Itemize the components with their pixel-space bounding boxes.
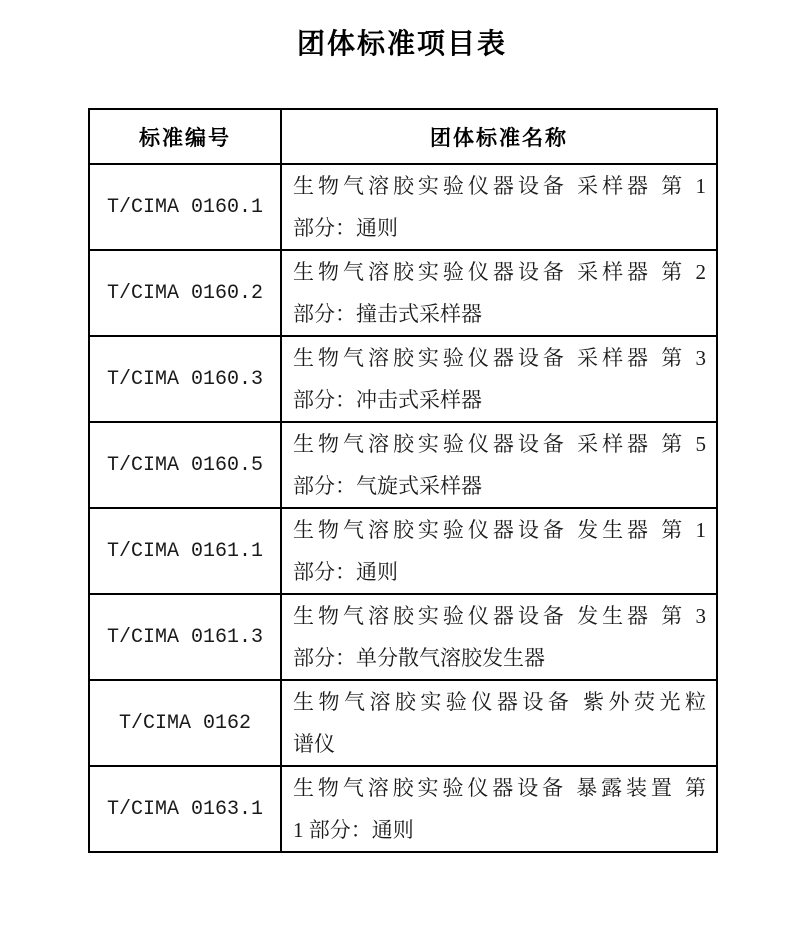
standard-name-line-1: 生物气溶胶实验仪器设备 采样器 第 3 [293,346,706,370]
standard-name-cell [281,594,717,680]
standard-name-line-2: 部分：撞击式采样器 [293,302,482,326]
standard-name-cell [281,508,717,594]
standard-name-cell [281,422,717,508]
table-row [89,766,717,852]
standard-name-line-1: 生物气溶胶实验仪器设备 发生器 第 3 [293,604,706,628]
document-page [88,27,716,853]
standard-name-cell [281,680,717,766]
table-row [89,508,717,594]
header-standard-name: 团体标准名称 [281,109,717,164]
standard-name-cell [281,336,717,422]
standard-name-line-1: 生物气溶胶实验仪器设备 采样器 第 2 [293,260,706,284]
standard-name-line-2: 谱仪 [293,732,335,756]
standard-code-cell: T/CIMA 0160.5 [89,422,281,508]
standard-name-line-1: 生物气溶胶实验仪器设备 采样器 第 5 [293,432,706,456]
standard-name-cell [281,164,717,250]
standard-name-line-1: 生物气溶胶实验仪器设备 紫外荧光粒 [293,690,706,714]
standard-code-cell: T/CIMA 0161.1 [89,508,281,594]
table-row [89,680,717,766]
standard-code-cell: T/CIMA 0162 [89,680,281,766]
standard-name-line-2: 部分：通则 [293,216,398,240]
table-row [89,594,717,680]
table-body [89,164,717,852]
standard-code-cell: T/CIMA 0160.1 [89,164,281,250]
standards-table [88,108,718,853]
standard-name-line-1: 生物气溶胶实验仪器设备 采样器 第 1 [293,174,706,198]
table-header [89,109,717,164]
table-row [89,336,717,422]
standard-code-cell: T/CIMA 0160.2 [89,250,281,336]
standard-name-cell [281,766,717,852]
standard-name-line-2: 部分：通则 [293,560,398,584]
header-row [89,109,717,164]
header-standard-code: 标准编号 [89,109,281,164]
table-row [89,250,717,336]
standard-code-cell: T/CIMA 0161.3 [89,594,281,680]
standard-name-line-2: 部分：气旋式采样器 [293,474,482,498]
standard-name-line-2: 部分：单分散气溶胶发生器 [293,646,545,670]
standard-name-line-1: 生物气溶胶实验仪器设备 发生器 第 1 [293,518,706,542]
standard-code-cell: T/CIMA 0160.3 [89,336,281,422]
table-row [89,164,717,250]
table-row [89,422,717,508]
standard-code-cell: T/CIMA 0163.1 [89,766,281,852]
standard-name-cell [281,250,717,336]
standard-name-line-2: 部分：冲击式采样器 [293,388,482,412]
standard-name-line-2: 1 部分：通则 [293,818,414,842]
standard-name-line-1: 生物气溶胶实验仪器设备 暴露装置 第 [293,776,706,800]
page-title: 团体标准项目表 [296,28,507,59]
